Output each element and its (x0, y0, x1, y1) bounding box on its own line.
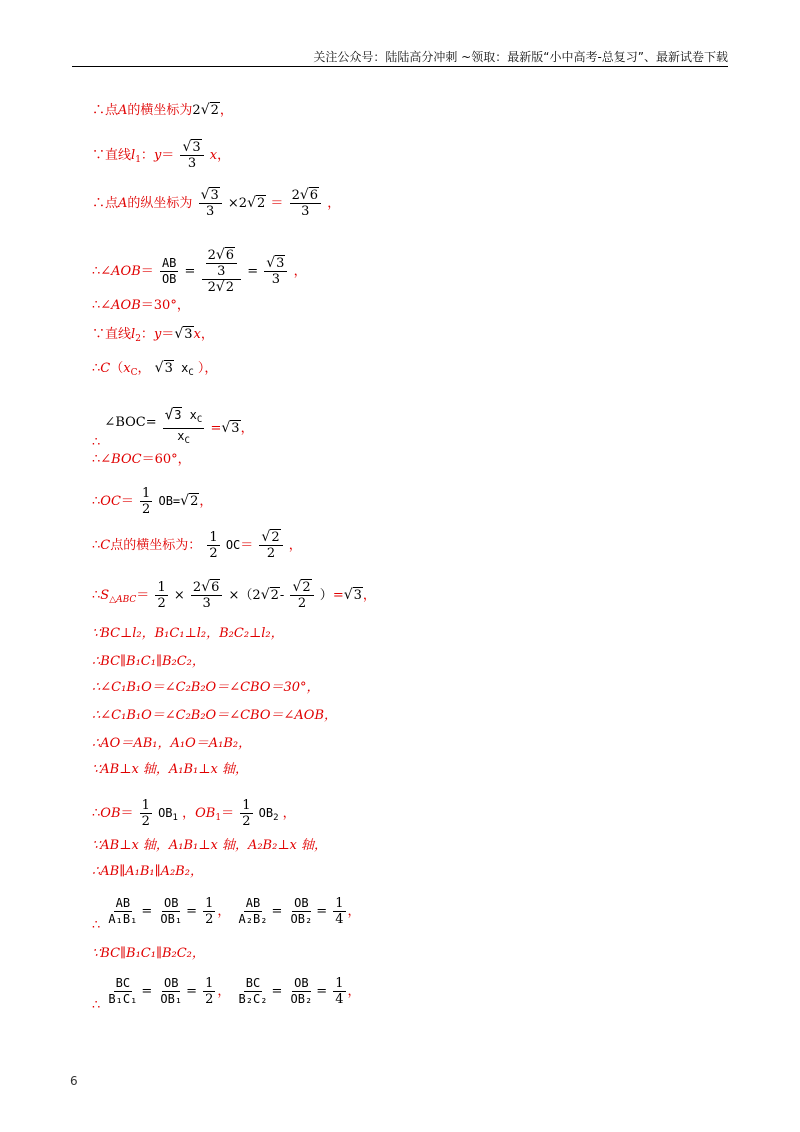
solution-line-2: ∵直线$l_1$：y＝ $\frac{√3}{3}$ x， (92, 139, 231, 171)
fraction-sqrt3-over-3: $\frac{√3}{3}$ (180, 140, 203, 171)
solution-line-23: ∵BC∥B₁C₁∥B₂C₂， (92, 946, 205, 961)
header-rule (72, 66, 728, 67)
page-header-text: 关注公众号：陆陆高分冲刺 ~领取：最新版“小中高考-总复习”、最新试卷下载 (313, 50, 728, 64)
solution-line-9: ∴∠BOC＝60°， (92, 452, 191, 467)
solution-line-8: ∴ ∠BOC= $\frac{√3 x_C}{x_C}$ =√3， (92, 407, 254, 450)
solution-line-13: ∵BC⊥l₂，B₁C₁⊥l₂，B₂C₂⊥l₂， (92, 626, 284, 641)
solution-line-20: ∵AB⊥x 轴，A₁B₁⊥x 轴，A₂B₂⊥x 轴， (92, 838, 328, 853)
solution-line-12: $\therefore S_{\triangle ABC}=$ $\frac{1}{2}$ × $\frac{2√6}{3}$ ×（2√2- $\frac{√2}{2}$ ）=√3， (92, 579, 376, 611)
solution-line-5: ∴∠AOB＝30°， (92, 298, 190, 313)
solution-line-24: ∴ $\frac{BC}{\text{B₁C₁}}$ = $\frac{OB}{\text{OB₁}}$ = $\frac{1}{2}$ ， $\frac{BC}{\text{B₂C₂}}$ = $\frac{OB}{\text{OB₂}}$ = $\frac{1}{4}$ ， (92, 976, 361, 1013)
solution-line-7: $\therefore C(x_C$， √3 $x_C$ ）， (92, 360, 218, 378)
solution-line-22: ∴ $\frac{AB}{\text{A₁B₁}}$ = $\frac{OB}{\text{OB₁}}$ = $\frac{1}{2}$ ， $\frac{AB}{\text{A₂B₂}}$ = $\frac{OB}{\text{OB₂}}$ = $\frac{1}{4}$ ， (92, 896, 361, 933)
solution-line-4: ∴∠AOB＝ $\frac{AB}{OB}$ = $\frac{\frac{2√6}{3}}{2√2}$ = $\frac{√3}{3}$ ， (92, 247, 307, 295)
solution-line-11: ∴C点的横坐标为： $\frac{1}{2}$ OC＝ $\frac{√2}{2}$ ， (92, 529, 302, 561)
solution-line-16: ∴∠C₁B₁O＝∠C₂B₂O＝∠CBO＝∠AOB， (92, 708, 338, 723)
page-number: 6 (70, 1074, 78, 1088)
solution-line-17: ∴AO＝AB₁，A₁O＝A₁B₂， (92, 736, 252, 751)
solution-line-19: ∴OB＝ $\frac{1}{2}$ $OB_1$ ，$OB_1=$ $\frac{1}{2}$ $OB_2$ ， (92, 798, 296, 829)
solution-line-18: ∵AB⊥x 轴，A₁B₁⊥x 轴， (92, 762, 248, 777)
solution-line-3: ∴点A的纵坐标为 $\frac{√3}{3}$ ×2√2 ＝ $\frac{2√6}{3}$ ， (92, 187, 341, 219)
solution-line-1: ∴点A的横坐标为2√2， (92, 102, 233, 118)
solution-line-6: ∵直线$l_2$：y＝√3x， (92, 326, 214, 344)
solution-line-10: ∴OC＝ $\frac{1}{2}$ OB=√2， (92, 486, 213, 517)
solution-line-14: ∴BC∥B₁C₁∥B₂C₂， (92, 654, 205, 669)
solution-line-15: ∴∠C₁B₁O＝∠C₂B₂O＝∠CBO＝30°， (92, 680, 320, 695)
solution-line-21: ∴AB∥A₁B₁∥A₂B₂， (92, 864, 203, 879)
